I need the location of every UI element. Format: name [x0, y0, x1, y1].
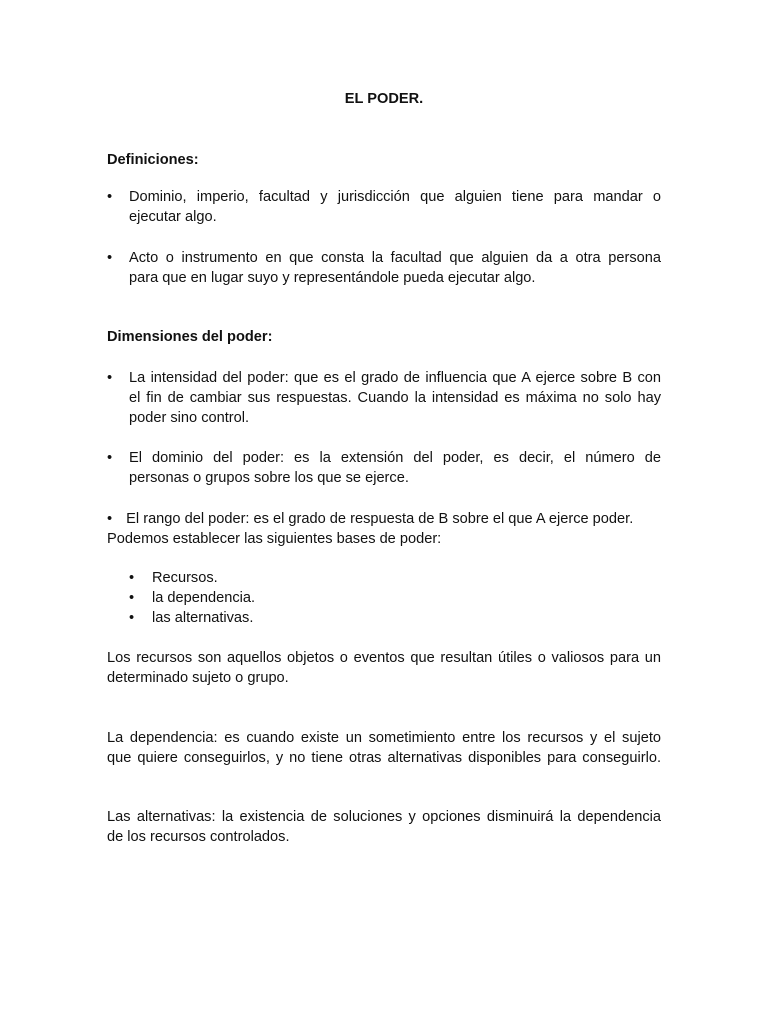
paragraph-recursos	[107, 648, 661, 688]
dimension-line: personas o grupos sobre los que se ejerce.	[129, 470, 409, 486]
bullet-marker: •	[129, 570, 135, 586]
base-item	[129, 608, 253, 628]
base-label: la dependencia.	[152, 590, 256, 606]
dimension-item	[107, 368, 661, 428]
definition-item	[107, 187, 661, 227]
dimension-line: La intensidad del poder: que es el grado de influencia que A ejerce sobre B con	[129, 370, 661, 386]
paragraph-dependencia	[107, 728, 661, 768]
bullet-marker: •	[129, 610, 135, 626]
dimension-line: El dominio del poder: es la extensión del poder, es decir, el número de	[129, 450, 661, 466]
base-label: las alternativas.	[152, 610, 254, 626]
paragraph-line: determinado sujeto o grupo.	[107, 670, 289, 686]
paragraph-line: de los recursos controlados.	[107, 829, 290, 845]
bullet-marker: •	[107, 450, 113, 466]
paragraph-line: que quiere conseguirlos, y no tiene otras alternativas disponibles para conseguirlo.	[107, 750, 661, 766]
bullet-marker: •	[107, 511, 113, 527]
definition-item	[107, 248, 661, 288]
dimension-line: el fin de cambiar sus respuestas. Cuando la intensidad es máxima no solo hay	[129, 390, 661, 406]
bullet-marker: •	[107, 189, 113, 205]
bullet-marker: •	[107, 250, 113, 266]
definition-line: para que en lugar suyo y representándole pueda ejecutar algo.	[129, 270, 536, 286]
paragraph-line: La dependencia: es cuando existe un sometimiento entre los recursos y el sujeto	[107, 730, 661, 746]
base-item	[129, 568, 218, 588]
bases-intro: Podemos establecer las siguientes bases de poder:	[107, 531, 442, 547]
paragraph-alternativas	[107, 807, 661, 847]
definition-line: ejecutar algo.	[129, 209, 217, 225]
dimension-item	[107, 448, 661, 488]
dimension-line: poder sino control.	[129, 410, 250, 426]
base-item	[129, 588, 255, 608]
section-heading-dimensiones: Dimensiones del poder:	[107, 329, 273, 345]
paragraph-line: Los recursos son aquellos objetos o eventos que resultan útiles o valiosos para un	[107, 650, 661, 666]
dimension-item	[107, 509, 633, 529]
bullet-marker: •	[107, 370, 113, 386]
section-heading-definiciones: Definiciones:	[107, 152, 199, 168]
definition-line: Acto o instrumento en que consta la facultad que alguien da a otra persona	[129, 250, 661, 266]
definition-line: Dominio, imperio, facultad y jurisdicción que alguien tiene para mandar o	[129, 189, 661, 205]
paragraph-line: Las alternativas: la existencia de soluciones y opciones disminuirá la dependencia	[107, 809, 661, 825]
bullet-marker: •	[129, 590, 135, 606]
dimension-line: El rango del poder: es el grado de respuesta de B sobre el que A ejerce poder.	[126, 511, 634, 527]
page-title: EL PODER.	[344, 91, 424, 107]
base-label: Recursos.	[152, 570, 218, 586]
